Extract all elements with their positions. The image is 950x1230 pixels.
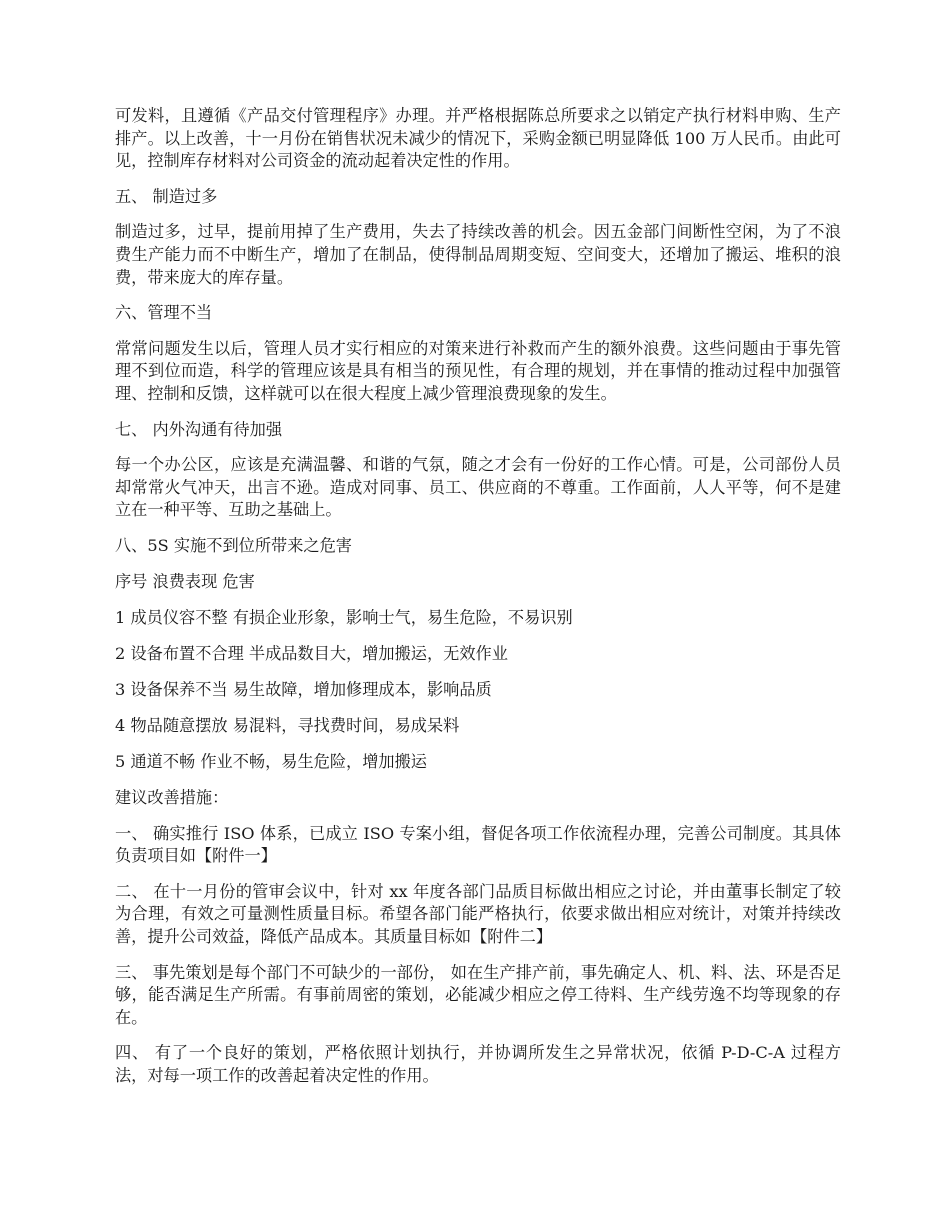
heading-section-8: 八、5S 实施不到位所带来之危害 <box>115 535 352 555</box>
table-row-5: 5 通道不畅 作业不畅，易生危险，增加搬运 <box>115 751 427 771</box>
heading-section-7: 七、 内外沟通有待加强 <box>115 419 283 439</box>
paragraph-material-control: 可发料，且遵循《产品交付管理程序》办理。并严格根据陈总所要求之以销定产执行材料申购、生产排产。以上改善，十一月份在销售状况未减少的情况下，采购金额已明显降低 100 万人民币。由此可见，控制库存材料对公司资金的流动起着决定性的作用。 <box>115 106 841 171</box>
table-row-1: 1 成员仪容不整 有损企业形象，影响士气，易生危险，不易识别 <box>115 607 573 627</box>
paragraph-suggestion-4: 四、 有了一个良好的策划，严格依照计划执行，并协调所发生之异常状况，依循 P-D-C-A 过程方法，对每一项工作的改善起着决定性的作用。 <box>115 1043 841 1085</box>
table-header-row: 序号 浪费表现 危害 <box>115 571 255 591</box>
heading-section-6: 六、管理不当 <box>115 303 213 323</box>
paragraph-suggestion-3: 三、 事先策划是每个部门不可缺少的一部份， 如在生产排产前，事先确定人、机、料、法、环是否足够，能否满足生产所需。有事前周密的策划，必能减少相应之停工待料、生产线劳逸不均等现象的存在。 <box>115 962 841 1027</box>
paragraph-suggestion-1: 一、 确实推行 ISO 体系，已成立 ISO 专案小组，督促各项工作依流程办理，完善公司制度。其具体负责项目如【附件一】 <box>115 823 841 866</box>
paragraph-overproduction: 制造过多，过早，提前用掉了生产费用，失去了持续改善的机会。因五金部门间断性空闲，为了不浪费生产能力而不中断生产，增加了在制品，使得制品周期变短、空间变大，还增加了搬运、堆积的浪费，带来庞大的库存量。 <box>115 222 841 287</box>
paragraph-management: 常常问题发生以后，管理人员才实行相应的对策来进行补救而产生的额外浪费。这些问题由于事先管理不到位而造，科学的管理应该是具有相当的预见性，有合理的规划，并在事情的推动过程中加强管理、控制和反馈，这样就可以在很大程度上减少管理浪费现象的发生。 <box>115 338 841 403</box>
paragraph-communication: 每一个办公区，应该是充满温馨、和谐的气氛，随之才会有一份好的工作心情。可是，公司部份人员却常常火气冲天，出言不逊。造成对同事、员工、供应商的不尊重。工作面前，人人平等，何不是建立在一种平等、互助之基础上。 <box>115 455 841 520</box>
heading-suggestions: 建议改善措施： <box>115 788 229 808</box>
table-row-3: 3 设备保养不当 易生故障，增加修理成本，影响品质 <box>115 679 492 699</box>
table-row-2: 2 设备布置不合理 半成品数目大，增加搬运，无效作业 <box>115 643 508 663</box>
table-row-4: 4 物品随意摆放 易混料，寻找费时间，易成呆料 <box>115 715 460 735</box>
heading-section-5: 五、 制造过多 <box>115 186 218 206</box>
paragraph-suggestion-2: 二、 在十一月份的管审会议中，针对 xx 年度各部门品质目标做出相应之讨论，并由董事长制定了较为合理，有效之可量测性质量目标。希望各部门能严格执行，依要求做出相应对统计，对策并持续改善，提升公司效益，降低产品成本。其质量目标如【附件二】 <box>115 881 841 947</box>
document-body <box>115 105 841 1101</box>
